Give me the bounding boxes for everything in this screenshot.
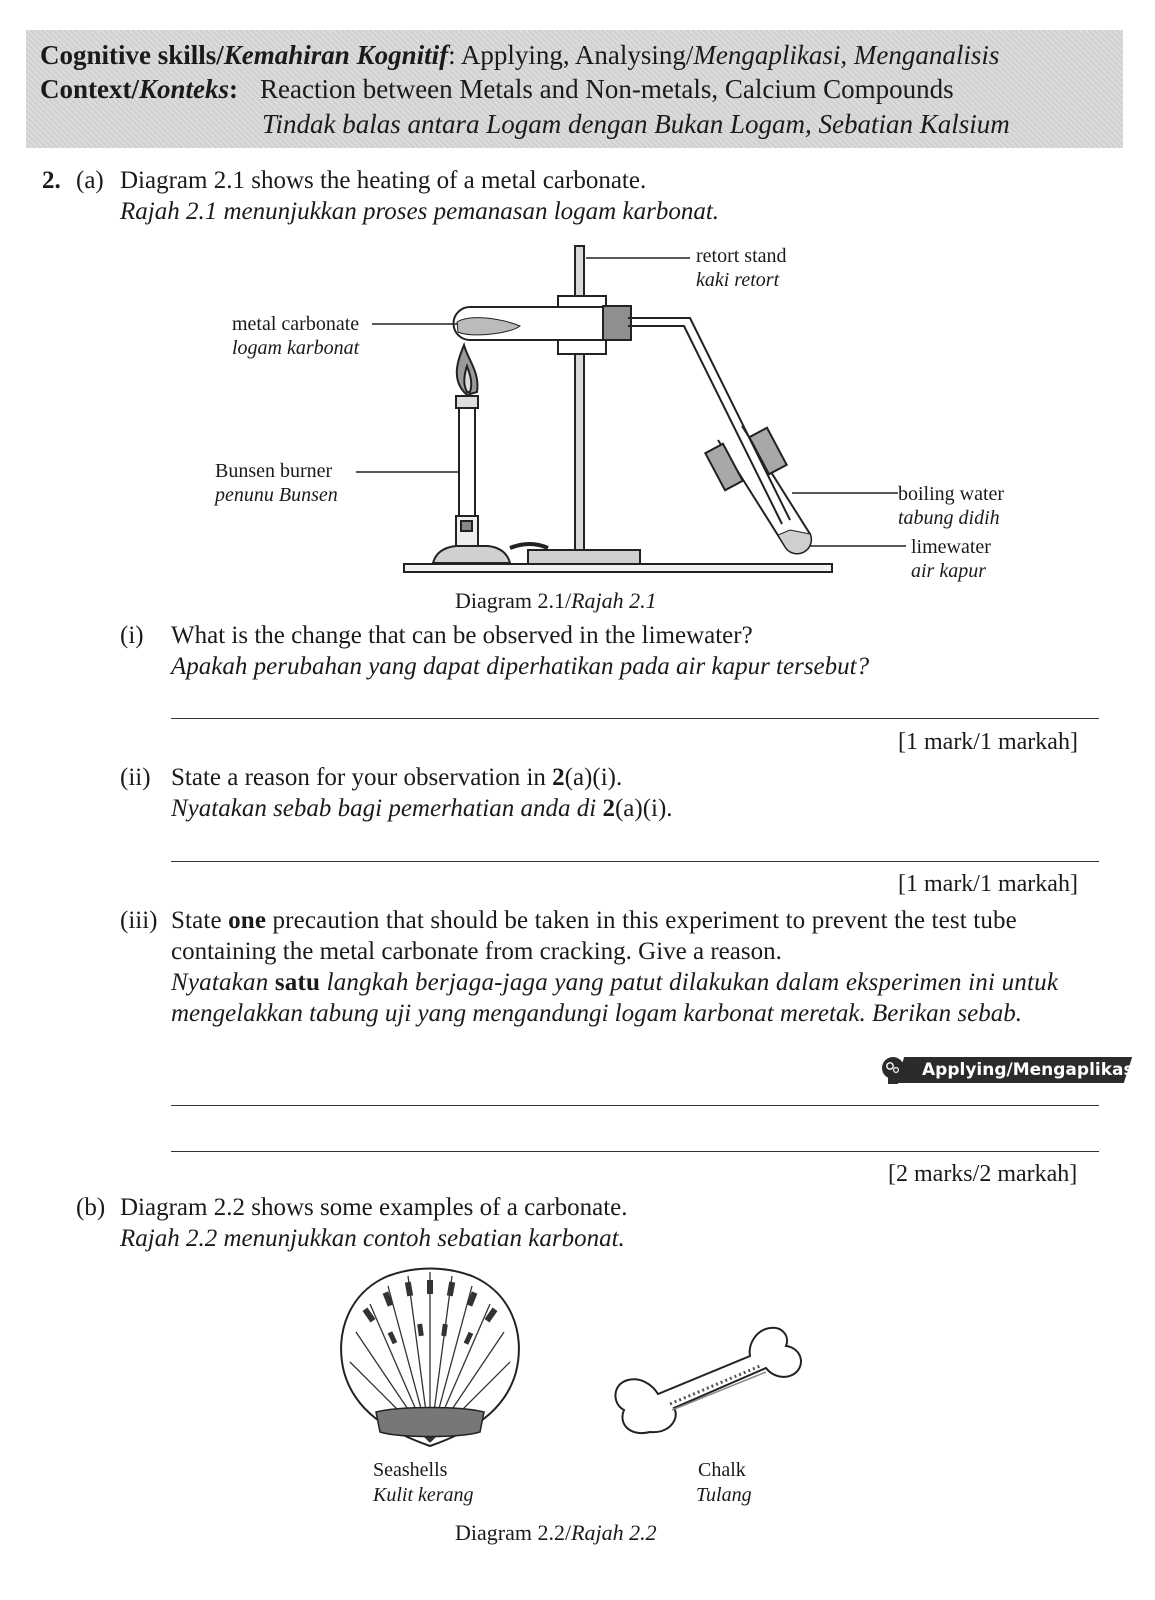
label-boiling-water: boiling water — [898, 483, 1005, 505]
badge-text: Applying/Mengaplikasi — [922, 1060, 1140, 1080]
answer-line-ii[interactable] — [171, 861, 1099, 862]
label-boiling-water-ms: tabung didih — [898, 507, 1000, 529]
seashell-drawing — [330, 1262, 530, 1458]
context-value: Reaction between Metals and Non-metals, Calcium Compounds — [260, 74, 954, 104]
mark-iii: [2 marks/2 markah] — [888, 1161, 1078, 1187]
part-a-intro-ms: Rajah 2.1 menunjukkan proses pemanasan logam karbonat. — [120, 198, 720, 225]
retort-base — [528, 550, 640, 564]
stopper — [603, 306, 631, 340]
context-label: Context/ — [40, 74, 139, 104]
sub-ii-text-b: (a)(i). — [564, 764, 623, 791]
context-value-ms: Tindak balas antara Logam dengan Bukan Logam, Sebatian Kalsium — [262, 109, 1010, 139]
sub-ii-text-ms — [171, 794, 673, 824]
sub-ii-ms-ref: 2 — [602, 795, 615, 822]
mark-i: [1 mark/1 markah] — [898, 729, 1078, 755]
sub-i-text: What is the change that can be observed in the limewater? — [171, 622, 753, 649]
sub-iii-line2: containing the metal carbonate from cracking. Give a reason. — [171, 938, 782, 965]
label-retort-stand: retort stand — [696, 245, 787, 267]
part-a-marker: (a) — [76, 167, 104, 194]
sub-iii-line1-bold: one — [228, 907, 267, 934]
boiling-tube-clamp-left — [705, 444, 742, 490]
sub-iii-line4: mengelakkan tabung uji yang mengandungi logam karbonat meretak. Berikan sebab. — [171, 1000, 1022, 1027]
caption-2-1-text: Diagram 2.1/ — [455, 588, 572, 613]
mark-ii: [1 mark/1 markah] — [898, 871, 1078, 897]
label-bunsen-burner-ms: penunu Bunsen — [215, 484, 338, 506]
caption-2-2-text-ms: Rajah 2.2 — [571, 1520, 657, 1545]
sub-iii-line1-b: precaution that should be taken in this experiment to prevent the test tube — [266, 907, 1017, 934]
label-chalk-ms: Tulang — [696, 1484, 752, 1506]
label-chalk: Chalk — [698, 1459, 746, 1481]
cognitive-skills-value-ms: Mengaplikasi, Menganalisis — [693, 40, 1000, 70]
part-b-intro-ms: Rajah 2.2 menunjukkan contoh sebatian karbonat. — [120, 1225, 625, 1252]
part-b-intro: Diagram 2.2 shows some examples of a carbonate. — [120, 1194, 628, 1221]
label-limewater: limewater — [911, 536, 991, 558]
answer-line-i[interactable] — [171, 718, 1099, 719]
label-metal-carbonate-ms: logam karbonat — [232, 337, 360, 359]
sub-i-text-ms: Apakah perubahan yang dapat diperhatikan pada air kapur tersebut? — [171, 653, 870, 680]
bone-drawing — [610, 1312, 810, 1448]
diagram-2-1-caption — [455, 588, 657, 614]
cognitive-skills-label: Cognitive skills/ — [40, 40, 224, 70]
sub-ii-text — [171, 763, 622, 793]
sub-iii-line1 — [171, 906, 1017, 936]
sub-ii-marker: (ii) — [120, 764, 151, 791]
sub-ii-ref: 2 — [552, 764, 565, 791]
bone-outline — [615, 1328, 801, 1433]
part-a-intro: Diagram 2.1 shows the heating of a metal carbonate. — [120, 167, 647, 194]
diagram-2-2-caption — [455, 1520, 657, 1546]
sub-ii-ms-a: Nyatakan sebab bagi pemerhatian anda di — [171, 795, 603, 822]
context-line — [40, 72, 238, 106]
context-colon: : — [229, 74, 239, 104]
cognitive-skills-label-ms: Kemahiran Kognitif — [223, 40, 449, 70]
sub-iii-line3 — [171, 968, 1058, 998]
brain-head-icon — [880, 1056, 906, 1084]
limewater-liquid — [778, 530, 811, 554]
context-label-ms: Konteks — [138, 74, 230, 104]
cognitive-skills-line — [40, 38, 999, 72]
sub-i-marker: (i) — [120, 622, 144, 649]
label-seashells-ms: Kulit kerang — [373, 1484, 474, 1506]
label-retort-stand-ms: kaki retort — [696, 269, 780, 291]
bunsen-burner-base — [433, 546, 510, 563]
bunsen-burner-tube — [459, 400, 475, 516]
caption-2-2-text: Diagram 2.2/ — [455, 1520, 572, 1545]
sub-iii-line3-b: langkah berjaga-jaga yang patut dilakukan dalam eksperimen ini untuk — [320, 969, 1059, 996]
label-metal-carbonate: metal carbonate — [232, 313, 360, 335]
answer-line-iii-2[interactable] — [171, 1151, 1099, 1152]
cognitive-skills-value: : Applying, Analysing/ — [448, 40, 694, 70]
answer-line-iii-1[interactable] — [171, 1105, 1099, 1106]
retort-stand-rod — [575, 246, 584, 550]
question-number: 2. — [42, 167, 61, 194]
part-b-marker: (b) — [76, 1194, 106, 1221]
sub-iii-line1-a: State — [171, 907, 229, 934]
gas-hose — [510, 544, 548, 548]
sub-iii-line3-a: Nyatakan — [171, 969, 275, 996]
label-limewater-ms: air kapur — [911, 560, 986, 582]
sub-iii-line3-bold: satu — [274, 969, 321, 996]
base-board — [404, 564, 832, 572]
seashell-hinge — [376, 1408, 484, 1437]
caption-2-1-text-ms: Rajah 2.1 — [571, 588, 657, 613]
header-box — [26, 30, 1123, 148]
sub-iii-marker: (iii) — [120, 907, 158, 934]
label-seashells: Seashells — [373, 1459, 448, 1481]
label-bunsen-burner: Bunsen burner — [215, 460, 333, 482]
sub-ii-ms-b: (a)(i). — [614, 795, 673, 822]
sub-ii-text-a: State a reason for your observation in — [171, 764, 553, 791]
